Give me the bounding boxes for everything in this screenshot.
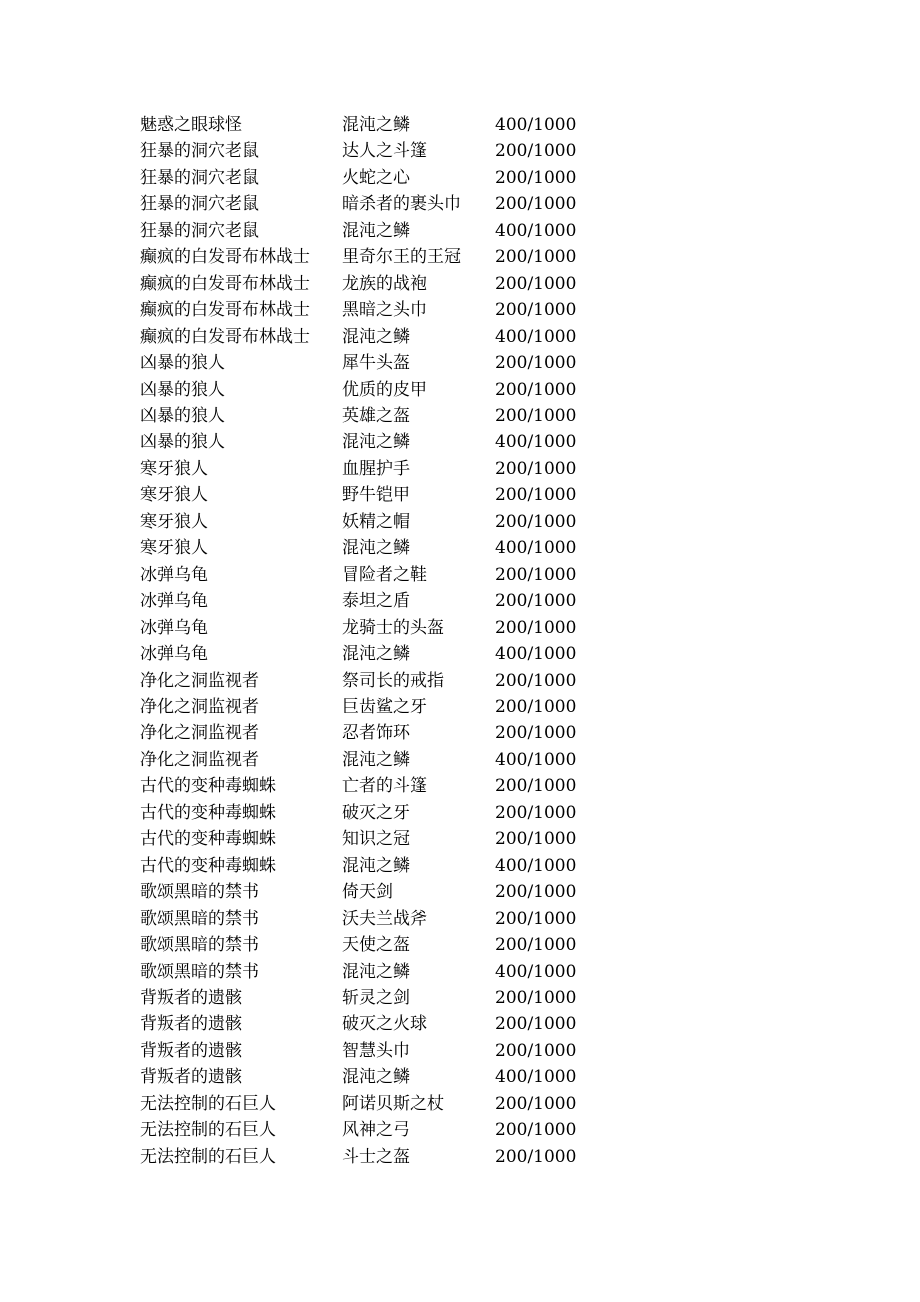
item-name-cell: 阿诺贝斯之杖 xyxy=(342,1093,444,1114)
table-row xyxy=(140,694,615,720)
table-row xyxy=(140,668,615,694)
monster-name-cell: 寒牙狼人 xyxy=(140,485,208,506)
table-row xyxy=(140,773,615,799)
table-row xyxy=(140,271,615,297)
monster-name-cell: 背叛者的遗骸 xyxy=(140,1014,242,1035)
drop-rate-cell: 200/1000 xyxy=(495,167,577,188)
table-row xyxy=(140,456,615,482)
monster-name-cell: 寒牙狼人 xyxy=(140,511,208,532)
item-name-cell: 混沌之鳞 xyxy=(342,644,410,665)
drop-rate-cell: 400/1000 xyxy=(495,644,577,665)
monster-name-cell: 净化之洞监视者 xyxy=(140,723,259,744)
monster-name-cell: 古代的变种毒蜘蛛 xyxy=(140,855,276,876)
table-row xyxy=(140,1091,615,1117)
item-name-cell: 斩灵之剑 xyxy=(342,987,410,1008)
table-row xyxy=(140,985,615,1011)
drop-table xyxy=(140,112,615,1170)
monster-name-cell: 歌颂黑暗的禁书 xyxy=(140,961,259,982)
item-name-cell: 混沌之鳞 xyxy=(342,220,410,241)
table-row xyxy=(140,800,615,826)
monster-name-cell: 凶暴的狼人 xyxy=(140,432,225,453)
table-row xyxy=(140,879,615,905)
drop-rate-cell: 200/1000 xyxy=(495,1093,577,1114)
item-name-cell: 混沌之鳞 xyxy=(342,749,410,770)
monster-name-cell: 无法控制的石巨人 xyxy=(140,1093,276,1114)
item-name-cell: 英雄之盔 xyxy=(342,405,410,426)
table-row xyxy=(140,641,615,667)
drop-rate-cell: 200/1000 xyxy=(495,1146,577,1167)
item-name-cell: 忍者饰环 xyxy=(342,723,410,744)
item-name-cell: 巨齿鲨之牙 xyxy=(342,696,427,717)
monster-name-cell: 净化之洞监视者 xyxy=(140,749,259,770)
monster-name-cell: 歌颂黑暗的禁书 xyxy=(140,935,259,956)
table-row xyxy=(140,1011,615,1037)
monster-name-cell: 歌颂黑暗的禁书 xyxy=(140,908,259,929)
item-name-cell: 犀牛头盔 xyxy=(342,353,410,374)
monster-name-cell: 狂暴的洞穴老鼠 xyxy=(140,167,259,188)
monster-name-cell: 凶暴的狼人 xyxy=(140,353,225,374)
table-row xyxy=(140,535,615,561)
item-name-cell: 风神之弓 xyxy=(342,1120,410,1141)
drop-rate-cell: 200/1000 xyxy=(495,935,577,956)
table-row xyxy=(140,562,615,588)
drop-rate-cell: 200/1000 xyxy=(495,485,577,506)
drop-rate-cell: 200/1000 xyxy=(495,1014,577,1035)
drop-rate-cell: 200/1000 xyxy=(495,564,577,585)
monster-name-cell: 狂暴的洞穴老鼠 xyxy=(140,194,259,215)
monster-name-cell: 背叛者的遗骸 xyxy=(140,1067,242,1088)
monster-name-cell: 冰弹乌龟 xyxy=(140,564,208,585)
item-name-cell: 火蛇之心 xyxy=(342,167,410,188)
item-name-cell: 野牛铠甲 xyxy=(342,485,410,506)
item-name-cell: 混沌之鳞 xyxy=(342,1067,410,1088)
drop-rate-cell: 200/1000 xyxy=(495,379,577,400)
item-name-cell: 混沌之鳞 xyxy=(342,538,410,559)
item-name-cell: 龙族的战袍 xyxy=(342,273,427,294)
drop-rate-cell: 200/1000 xyxy=(495,776,577,797)
table-row xyxy=(140,297,615,323)
drop-rate-cell: 400/1000 xyxy=(495,749,577,770)
drop-rate-cell: 400/1000 xyxy=(495,1067,577,1088)
item-name-cell: 破灭之牙 xyxy=(342,802,410,823)
item-name-cell: 泰坦之盾 xyxy=(342,591,410,612)
drop-rate-cell: 400/1000 xyxy=(495,961,577,982)
drop-rate-cell: 200/1000 xyxy=(495,1120,577,1141)
item-name-cell: 黑暗之头巾 xyxy=(342,300,427,321)
table-row xyxy=(140,218,615,244)
drop-rate-cell: 200/1000 xyxy=(495,802,577,823)
table-row xyxy=(140,509,615,535)
item-name-cell: 知识之冠 xyxy=(342,829,410,850)
drop-rate-cell: 400/1000 xyxy=(495,326,577,347)
item-name-cell: 优质的皮甲 xyxy=(342,379,427,400)
monster-name-cell: 冰弹乌龟 xyxy=(140,591,208,612)
monster-name-cell: 古代的变种毒蜘蛛 xyxy=(140,776,276,797)
drop-table-body xyxy=(140,112,615,1170)
table-row xyxy=(140,906,615,932)
drop-rate-cell: 200/1000 xyxy=(495,617,577,638)
drop-rate-cell: 200/1000 xyxy=(495,1040,577,1061)
item-name-cell: 血腥护手 xyxy=(342,458,410,479)
item-name-cell: 龙骑士的头盔 xyxy=(342,617,444,638)
table-row xyxy=(140,959,615,985)
drop-rate-cell: 200/1000 xyxy=(495,405,577,426)
table-row xyxy=(140,138,615,164)
monster-name-cell: 癫疯的白发哥布林战士 xyxy=(140,247,310,268)
monster-name-cell: 寒牙狼人 xyxy=(140,458,208,479)
monster-name-cell: 癫疯的白发哥布林战士 xyxy=(140,300,310,321)
monster-name-cell: 歌颂黑暗的禁书 xyxy=(140,882,259,903)
monster-name-cell: 无法控制的石巨人 xyxy=(140,1120,276,1141)
item-name-cell: 混沌之鳞 xyxy=(342,855,410,876)
table-row xyxy=(140,720,615,746)
drop-rate-cell: 400/1000 xyxy=(495,538,577,559)
drop-rate-cell: 400/1000 xyxy=(495,115,577,135)
drop-rate-cell: 200/1000 xyxy=(495,908,577,929)
item-name-cell: 智慧头巾 xyxy=(342,1040,410,1061)
drop-rate-cell: 400/1000 xyxy=(495,220,577,241)
item-name-cell: 混沌之鳞 xyxy=(342,115,410,135)
monster-name-cell: 背叛者的遗骸 xyxy=(140,1040,242,1061)
drop-rate-cell: 200/1000 xyxy=(495,829,577,850)
item-name-cell: 冒险者之鞋 xyxy=(342,564,427,585)
item-name-cell: 混沌之鳞 xyxy=(342,432,410,453)
item-name-cell: 倚天剑 xyxy=(342,882,393,903)
drop-rate-cell: 200/1000 xyxy=(495,353,577,374)
monster-name-cell: 净化之洞监视者 xyxy=(140,696,259,717)
table-row xyxy=(140,1144,615,1170)
monster-name-cell: 净化之洞监视者 xyxy=(140,670,259,691)
item-name-cell: 里奇尔王的王冠 xyxy=(342,247,461,268)
monster-name-cell: 凶暴的狼人 xyxy=(140,379,225,400)
table-row xyxy=(140,377,615,403)
drop-rate-cell: 200/1000 xyxy=(495,141,577,162)
table-row xyxy=(140,112,615,138)
table-row xyxy=(140,482,615,508)
table-row xyxy=(140,429,615,455)
table-row xyxy=(140,191,615,217)
table-row xyxy=(140,1064,615,1090)
monster-name-cell: 癫疯的白发哥布林战士 xyxy=(140,273,310,294)
table-row xyxy=(140,244,615,270)
monster-name-cell: 古代的变种毒蜘蛛 xyxy=(140,802,276,823)
table-row xyxy=(140,403,615,429)
table-row xyxy=(140,165,615,191)
item-name-cell: 天使之盔 xyxy=(342,935,410,956)
drop-rate-cell: 200/1000 xyxy=(495,194,577,215)
item-name-cell: 破灭之火球 xyxy=(342,1014,427,1035)
monster-name-cell: 狂暴的洞穴老鼠 xyxy=(140,141,259,162)
table-row xyxy=(140,324,615,350)
monster-name-cell: 冰弹乌龟 xyxy=(140,617,208,638)
drop-rate-cell: 200/1000 xyxy=(495,300,577,321)
table-row xyxy=(140,826,615,852)
monster-name-cell: 古代的变种毒蜘蛛 xyxy=(140,829,276,850)
table-row xyxy=(140,350,615,376)
item-name-cell: 达人之斗篷 xyxy=(342,141,427,162)
drop-rate-cell: 200/1000 xyxy=(495,458,577,479)
drop-rate-cell: 200/1000 xyxy=(495,591,577,612)
item-name-cell: 混沌之鳞 xyxy=(342,326,410,347)
table-row xyxy=(140,1038,615,1064)
monster-name-cell: 无法控制的石巨人 xyxy=(140,1146,276,1167)
table-row xyxy=(140,853,615,879)
monster-name-cell: 凶暴的狼人 xyxy=(140,405,225,426)
drop-rate-cell: 400/1000 xyxy=(495,432,577,453)
drop-rate-cell: 200/1000 xyxy=(495,987,577,1008)
item-name-cell: 斗士之盔 xyxy=(342,1146,410,1167)
item-name-cell: 妖精之帽 xyxy=(342,511,410,532)
item-name-cell: 暗杀者的裹头巾 xyxy=(342,194,461,215)
drop-rate-cell: 200/1000 xyxy=(495,882,577,903)
drop-rate-cell: 200/1000 xyxy=(495,273,577,294)
monster-name-cell: 背叛者的遗骸 xyxy=(140,987,242,1008)
table-row xyxy=(140,932,615,958)
monster-name-cell: 狂暴的洞穴老鼠 xyxy=(140,220,259,241)
drop-rate-cell: 200/1000 xyxy=(495,723,577,744)
monster-name-cell: 魅惑之眼球怪 xyxy=(140,115,242,135)
monster-name-cell: 癫疯的白发哥布林战士 xyxy=(140,326,310,347)
drop-rate-cell: 200/1000 xyxy=(495,670,577,691)
drop-rate-cell: 400/1000 xyxy=(495,855,577,876)
table-row xyxy=(140,747,615,773)
table-row xyxy=(140,588,615,614)
item-name-cell: 沃夫兰战斧 xyxy=(342,908,427,929)
drop-rate-cell: 200/1000 xyxy=(495,696,577,717)
drop-rate-cell: 200/1000 xyxy=(495,511,577,532)
monster-name-cell: 冰弹乌龟 xyxy=(140,644,208,665)
item-name-cell: 祭司长的戒指 xyxy=(342,670,444,691)
monster-name-cell: 寒牙狼人 xyxy=(140,538,208,559)
table-row xyxy=(140,1117,615,1143)
item-name-cell: 亡者的斗篷 xyxy=(342,776,427,797)
table-row xyxy=(140,615,615,641)
item-name-cell: 混沌之鳞 xyxy=(342,961,410,982)
drop-rate-cell: 200/1000 xyxy=(495,247,577,268)
